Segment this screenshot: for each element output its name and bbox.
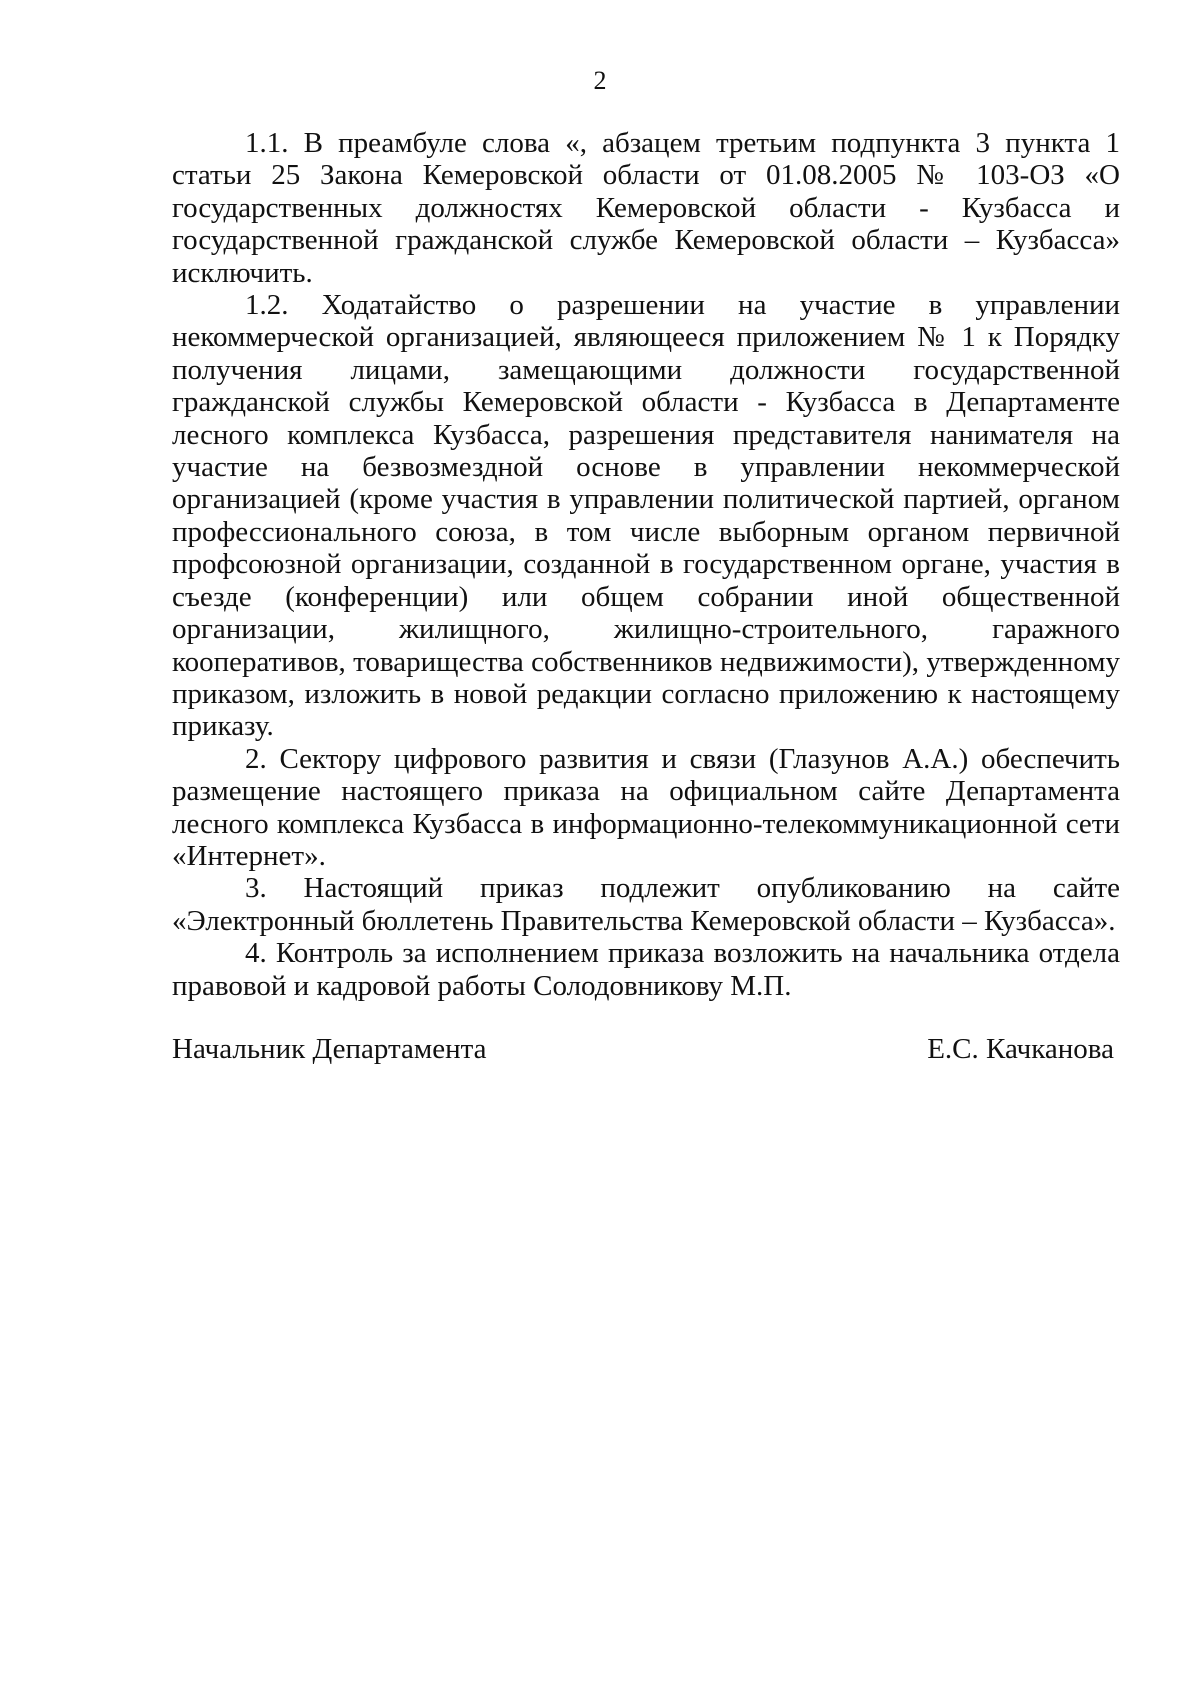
signatory-name: Е.С. Качканова	[927, 1033, 1114, 1065]
paragraph-3: 3. Настоящий приказ подлежит опубликованию на сайте «Электронный бюллетень Правительства Кемеровской области – Кузбасса».	[172, 872, 1120, 937]
paragraph-4: 4. Контроль за исполнением приказа возложить на начальника отдела правовой и кадровой работы Солодовникову М.П.	[172, 937, 1120, 1002]
signatory-position: Начальник Департамента	[172, 1033, 487, 1065]
document-body	[172, 127, 1120, 1002]
page-number: 2	[593, 66, 607, 95]
paragraph-1-1: 1.1. В преамбуле слова «, абзацем третьим подпункта 3 пункта 1 статьи 25 Закона Кемеровской области от 01.08.2005 № 103-ОЗ «О государственных должностях Кемеровской области - Кузбасса и государственной гражданской службе Кемеровской области – Кузбасса» исключить.	[172, 127, 1120, 289]
signature-block	[172, 1033, 1114, 1065]
paragraph-1-2: 1.2. Ходатайство о разрешении на участие в управлении некоммерческой организацией, являющееся приложением № 1 к Порядку получения лицами, замещающими должности государственной гражданской службы Кемеровской области - Кузбасса в Департаменте лесного комплекса Кузбасса, разрешения представителя нанимателя на участие на безвозмездной основе в управлении некоммерческой организацией (кроме участия в управлении политической партией, органом профессионального союза, в том числе выборным органом первичной профсоюзной организации, созданной в государственном органе, участия в съезде (конференции) или общем собрании иной общественной организации, жилищного, жилищно-строительного, гаражного кооперативов, товарищества собственников недвижимости), утвержденному приказом, изложить в новой редакции согласно приложению к настоящему приказу.	[172, 289, 1120, 743]
paragraph-2: 2. Сектору цифрового развития и связи (Глазунов А.А.) обеспечить размещение настоящего приказа на официальном сайте Департамента лесного комплекса Кузбасса в информационно-телекоммуникационной сети «Интернет».	[172, 742, 1120, 872]
